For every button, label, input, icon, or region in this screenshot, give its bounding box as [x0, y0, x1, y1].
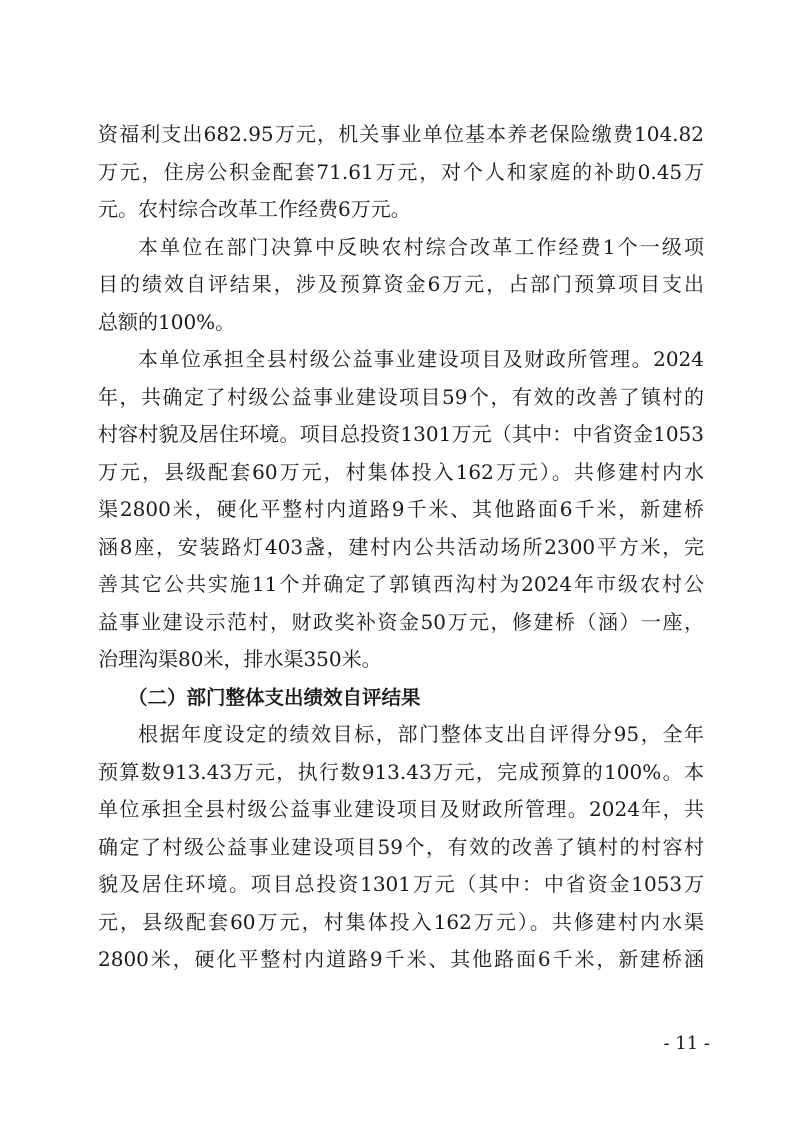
- page-number: - 11 -: [663, 1033, 710, 1054]
- text-line-4: 本单位在部门决算中反映农村综合改革工作经费1个一级项: [138, 234, 704, 259]
- text-line-2: 万元，住房公积金配套71.61万元，对个人和家庭的补助0.45万: [98, 159, 704, 184]
- text-line-3: 元。农村综合改革工作经费6万元。: [98, 197, 411, 221]
- text-line-9: 村容村貌及居住环境。项目总投资1301万元（其中：中省资金1053: [98, 422, 704, 446]
- text-line-20: 确定了村级公益事业建设项目59个，有效的改善了镇村的村容村: [98, 834, 704, 859]
- text-line-10: 万元，县级配套60万元，村集体投入162万元）。共修建村内水: [98, 459, 704, 484]
- text-line-8: 年，共确定了村级公益事业建设项目59个，有效的改善了镇村的: [98, 384, 704, 409]
- text-line-7: 本单位承担全县村级公益事业建设项目及财政所管理。2024: [138, 347, 704, 371]
- text-line-15: 治理沟渠80米，排水渠350米。: [98, 647, 382, 671]
- text-line-18: 预算数913.43万元，执行数913.43万元，完成预算的100%。本: [98, 759, 704, 784]
- text-line-11: 渠2800米，硬化平整村内道路9千米、其他路面6千米，新建桥: [98, 497, 704, 521]
- text-line-17: 根据年度设定的绩效目标，部门整体支出自评得分95，全年: [138, 722, 704, 746]
- text-line-23: 2800米，硬化平整村内道路9千米、其他路面6千米，新建桥涵: [98, 947, 704, 971]
- text-line-5: 目的绩效自评结果，涉及预算资金6万元，占部门预算项目支出: [98, 272, 704, 296]
- text-line-19: 单位承担全县村级公益事业建设项目及财政所管理。2024年，共: [98, 797, 704, 821]
- text-line-14: 益事业建设示范村，财政奖补资金50万元，修建桥（涵）一座，: [98, 609, 704, 634]
- text-line-1: 资福利支出682.95万元，机关事业单位基本养老保险缴费104.82: [98, 122, 704, 146]
- section-heading: （二）部门整体支出绩效自评结果: [128, 685, 421, 709]
- text-line-6: 总额的100%。: [98, 309, 236, 334]
- text-line-22: 元，县级配套60万元，村集体投入162万元）。共修建村内水渠: [98, 909, 704, 934]
- document-body: [98, 116, 704, 979]
- text-line-13: 善其它公共实施11个并确定了郭镇西沟村为2024年市级农村公: [98, 572, 704, 596]
- text-line-21: 貌及居住环境。项目总投资1301万元（其中：中省资金1053万: [98, 872, 704, 896]
- text-line-12: 涵8座，安装路灯403盏，建村内公共活动场所2300平方米，完: [98, 534, 704, 559]
